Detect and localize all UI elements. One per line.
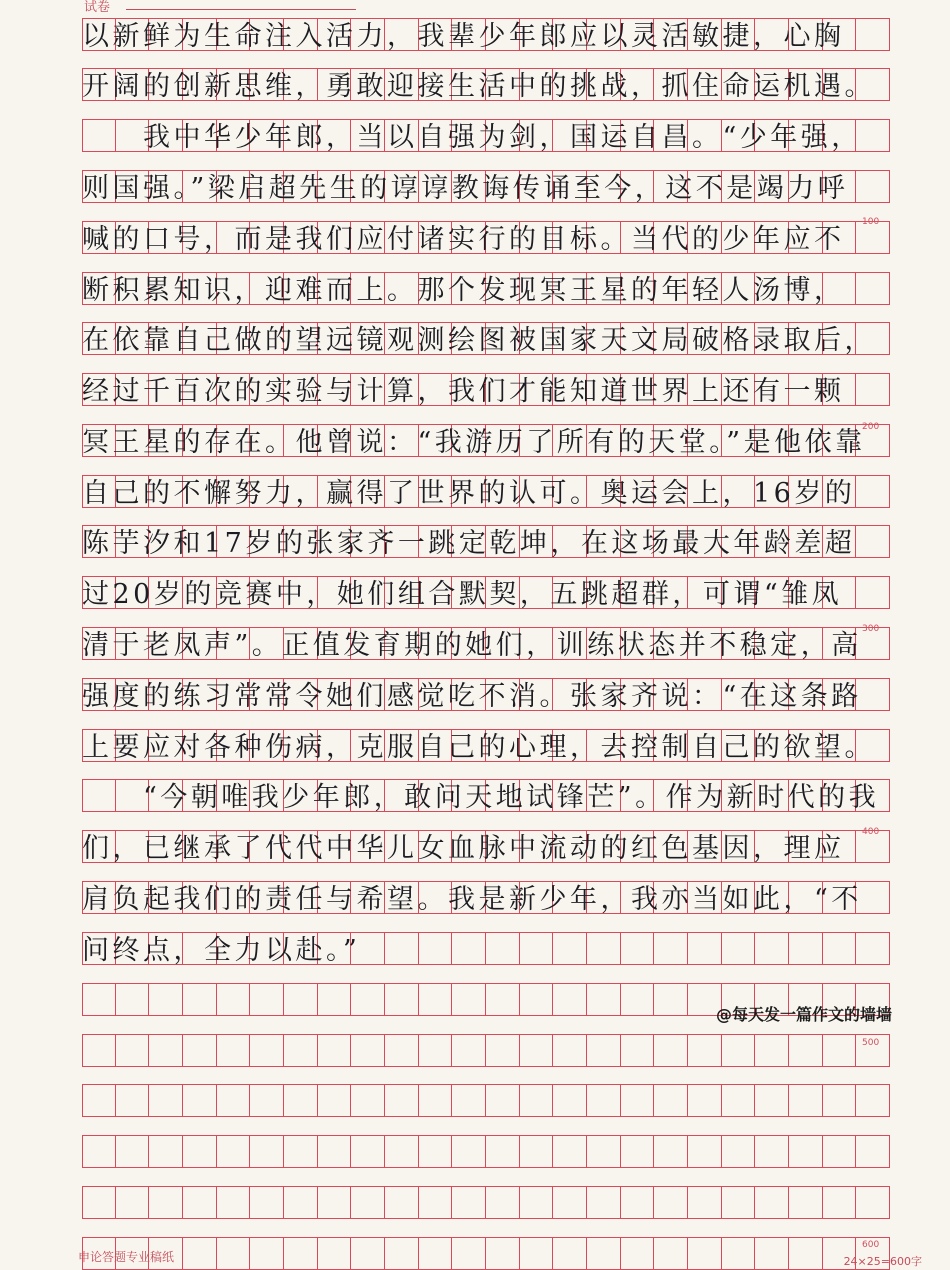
grid-cell — [856, 1186, 890, 1219]
essay-line: 则国强。”梁启超先生的谆谆教诲传诵至今，这不是竭力呼 — [82, 173, 849, 204]
grid-cell — [149, 1034, 183, 1067]
grid-row — [82, 576, 890, 609]
grid-cell — [149, 1186, 183, 1219]
grid-row — [82, 678, 890, 711]
grid-row — [82, 272, 890, 305]
essay-line: 肩负起我们的责任与希望。我是新少年，我亦当如此，“不 — [82, 884, 862, 915]
grid-row — [82, 322, 890, 355]
grid-cell — [654, 932, 688, 965]
grid-row — [82, 68, 890, 101]
grid-cell — [587, 932, 621, 965]
grid-cell — [856, 170, 890, 203]
grid-cell — [452, 1135, 486, 1168]
grid-cell — [318, 1034, 352, 1067]
grid-cell — [116, 983, 150, 1016]
grid-cell — [755, 1186, 789, 1219]
grid-cell — [284, 1135, 318, 1168]
grid-cell — [654, 1034, 688, 1067]
grid-cell — [654, 1237, 688, 1270]
grid-cell — [755, 1034, 789, 1067]
essay-line: 强度的练习常常令她们感觉吃不消。张家齐说：“在这条路 — [82, 681, 862, 712]
grid-cell — [587, 1135, 621, 1168]
grid-cell — [823, 932, 857, 965]
author-watermark: @每天发一篇作文的墙墙 — [715, 1005, 892, 1024]
grid-cell — [486, 983, 520, 1016]
grid-cell — [116, 1135, 150, 1168]
grid-cell — [284, 1034, 318, 1067]
grid-cell — [419, 1084, 453, 1117]
grid-cell — [856, 373, 890, 406]
grid-cell — [587, 1034, 621, 1067]
grid-cell — [789, 932, 823, 965]
grid-cell — [722, 1135, 756, 1168]
grid-cell — [621, 1135, 655, 1168]
grid-cell — [452, 983, 486, 1016]
grid-cell — [486, 932, 520, 965]
essay-line: 以新鲜为生命注入活力，我辈少年郎应以灵活敏捷，心胸 — [82, 21, 845, 52]
grid-cell — [385, 1237, 419, 1270]
grid-cell — [250, 1034, 284, 1067]
grid-cell — [385, 932, 419, 965]
grid-row — [82, 779, 890, 812]
grid-cell — [856, 475, 890, 508]
grid-cell — [82, 983, 116, 1016]
char-counter-500: 500 — [862, 1038, 880, 1048]
grid-cell — [553, 1135, 587, 1168]
grid-cell — [722, 1237, 756, 1270]
grid-cell — [688, 1237, 722, 1270]
grid-cell — [823, 1186, 857, 1219]
grid-cell — [856, 1135, 890, 1168]
header-rule — [126, 9, 356, 10]
grid-cell — [183, 1186, 217, 1219]
grid-cell — [856, 576, 890, 609]
grid-cell — [419, 1034, 453, 1067]
grid-cell — [520, 1034, 554, 1067]
grid-cell — [284, 983, 318, 1016]
grid-cell — [688, 1084, 722, 1117]
grid-cell — [520, 1084, 554, 1117]
grid-cell — [351, 1237, 385, 1270]
grid-cell — [654, 1084, 688, 1117]
grid-row — [82, 729, 890, 762]
grid-cell — [755, 1237, 789, 1270]
grid-cell — [654, 1135, 688, 1168]
essay-line: 经过千百次的实验与计算，我们才能知道世界上还有一颗 — [82, 376, 845, 407]
grid-cell — [688, 1135, 722, 1168]
grid-cell — [149, 1084, 183, 1117]
grid-cell — [856, 525, 890, 558]
grid-cell — [351, 1186, 385, 1219]
grid-cell — [452, 1034, 486, 1067]
grid-cell — [419, 1135, 453, 1168]
grid-cell — [823, 1084, 857, 1117]
grid-cell — [621, 983, 655, 1016]
grid-row — [82, 1186, 890, 1219]
grid-cell — [318, 983, 352, 1016]
grid-cell — [553, 1237, 587, 1270]
grid-cell — [789, 1237, 823, 1270]
grid-cell — [385, 1034, 419, 1067]
grid-cell — [318, 1186, 352, 1219]
grid-row — [82, 170, 890, 203]
grid-cell — [789, 1135, 823, 1168]
grid-cell — [351, 1084, 385, 1117]
grid-cell — [486, 1034, 520, 1067]
grid-row — [82, 1237, 890, 1270]
grid-cell — [755, 932, 789, 965]
grid-cell — [351, 983, 385, 1016]
grid-cell — [486, 1186, 520, 1219]
paper-capacity-label: 24×25=600字 — [843, 1255, 922, 1268]
grid-row — [82, 373, 890, 406]
grid-cell — [789, 1034, 823, 1067]
grid-cell — [621, 1034, 655, 1067]
grid-cell — [856, 18, 890, 51]
grid-cell — [183, 983, 217, 1016]
grid-cell — [318, 1135, 352, 1168]
grid-cell — [183, 1237, 217, 1270]
grid-cell — [587, 1237, 621, 1270]
grid-cell — [722, 932, 756, 965]
char-counter-100: 100 — [862, 217, 880, 227]
grid-cell — [419, 1237, 453, 1270]
grid-row — [82, 221, 890, 254]
grid-cell — [250, 1237, 284, 1270]
grid-cell — [553, 932, 587, 965]
grid-cell — [789, 1186, 823, 1219]
grid-cell — [419, 932, 453, 965]
grid-row — [82, 627, 890, 660]
grid-cell — [823, 1135, 857, 1168]
grid-cell — [587, 1186, 621, 1219]
grid-cell — [722, 1084, 756, 1117]
grid-cell — [217, 1034, 251, 1067]
grid-cell — [856, 1084, 890, 1117]
grid-cell — [149, 1135, 183, 1168]
grid-cell — [688, 1034, 722, 1067]
grid-cell — [250, 1084, 284, 1117]
essay-line: 们，已继承了代代中华儿女血脉中流动的红色基因，理应 — [82, 833, 845, 864]
grid-cell — [217, 1084, 251, 1117]
grid-cell — [284, 1186, 318, 1219]
grid-cell — [183, 1135, 217, 1168]
grid-cell — [116, 1034, 150, 1067]
grid-cell — [587, 1084, 621, 1117]
grid-cell — [789, 1084, 823, 1117]
grid-cell — [149, 983, 183, 1016]
grid-cell — [722, 1034, 756, 1067]
grid-cell — [553, 1034, 587, 1067]
grid-cell — [553, 1084, 587, 1117]
grid-row — [82, 1034, 890, 1067]
grid-row — [82, 932, 890, 965]
essay-line: 喊的口号，而是我们应付诸实行的目标。当代的少年应不 — [82, 224, 845, 255]
char-counter-200: 200 — [862, 422, 880, 432]
grid-cell — [385, 1084, 419, 1117]
essay-line: 问终点，全力以赴。” — [82, 935, 361, 966]
grid-row — [82, 18, 890, 51]
grid-cell — [553, 1186, 587, 1219]
grid-cell — [82, 1034, 116, 1067]
char-counter-400: 400 — [862, 827, 880, 837]
grid-row — [82, 1135, 890, 1168]
grid-cell — [116, 1186, 150, 1219]
grid-cell — [82, 1084, 116, 1117]
grid-row — [82, 830, 890, 863]
grid-cell — [688, 1186, 722, 1219]
grid-cell — [217, 1135, 251, 1168]
grid-cell — [621, 932, 655, 965]
grid-row — [82, 1084, 890, 1117]
grid-cell — [520, 1135, 554, 1168]
grid-cell — [722, 1186, 756, 1219]
grid-cell — [520, 1186, 554, 1219]
grid-cell — [452, 932, 486, 965]
grid-cell — [452, 1186, 486, 1219]
grid-row — [82, 881, 890, 914]
essay-line: 在依靠自己做的望远镜观测绘图被国家天文局破格录取后， — [82, 325, 875, 356]
grid-row — [82, 119, 890, 152]
grid-cell — [385, 1186, 419, 1219]
grid-cell — [250, 983, 284, 1016]
grid-cell — [284, 1084, 318, 1117]
grid-cell — [621, 1186, 655, 1219]
essay-line: “今朝唯我少年郎，敢问天地试锋芒”。作为新时代的我 — [82, 782, 880, 813]
grid-cell — [183, 1034, 217, 1067]
grid-cell — [250, 1186, 284, 1219]
grid-cell — [217, 983, 251, 1016]
grid-cell — [621, 1084, 655, 1117]
essay-line: 我中华少年郎，当以自强为剑，国运自昌。“少年强， — [82, 122, 862, 153]
essay-line: 开阔的创新思维，勇敢迎接生活中的挑战，抓住命运机遇。 — [82, 71, 875, 102]
essay-line: 过20岁的竞赛中，她们组合默契，五跳超群，可谓“雏凤 — [82, 579, 843, 610]
grid-row — [82, 475, 890, 508]
grid-cell — [486, 1237, 520, 1270]
essay-line: 清于老凤声”。正值发育期的她们，训练状态并不稳定，高 — [82, 630, 862, 661]
grid-cell — [856, 272, 890, 305]
essay-line: 自己的不懈努力，赢得了世界的认可。奥运会上，16岁的 — [82, 478, 856, 509]
grid-cell — [621, 1237, 655, 1270]
grid-cell — [856, 932, 890, 965]
grid-cell — [217, 1237, 251, 1270]
grid-cell — [351, 1135, 385, 1168]
grid-cell — [217, 1186, 251, 1219]
grid-cell — [486, 1135, 520, 1168]
grid-cell — [553, 983, 587, 1016]
grid-cell — [318, 1084, 352, 1117]
paper-brand-label: 申论答题专业稿纸 — [78, 1250, 175, 1264]
grid-cell — [116, 1084, 150, 1117]
grid-cell — [385, 1135, 419, 1168]
sheet-header-label: 试卷 — [84, 0, 111, 15]
grid-cell — [452, 1237, 486, 1270]
grid-cell — [520, 932, 554, 965]
grid-cell — [654, 1186, 688, 1219]
grid-cell — [520, 983, 554, 1016]
grid-cell — [385, 983, 419, 1016]
essay-line: 断积累知识，迎难而上。那个发现冥王星的年轻人汤博， — [82, 275, 845, 306]
grid-cell — [755, 1135, 789, 1168]
grid-cell — [452, 1084, 486, 1117]
essay-line: 陈芋汐和17岁的张家齐一跳定乾坤，在这场最大年龄差超 — [82, 528, 856, 559]
grid-row — [82, 525, 890, 558]
grid-cell — [486, 1084, 520, 1117]
grid-cell — [318, 1237, 352, 1270]
grid-row — [82, 424, 890, 457]
char-counter-600: 600 — [862, 1240, 880, 1250]
grid-cell — [82, 1135, 116, 1168]
grid-cell — [520, 1237, 554, 1270]
grid-cell — [82, 1186, 116, 1219]
grid-cell — [419, 983, 453, 1016]
grid-cell — [419, 1186, 453, 1219]
grid-cell — [755, 1084, 789, 1117]
grid-cell — [587, 983, 621, 1016]
essay-line: 冥王星的存在。他曾说：“我游历了所有的天堂。”是他依靠 — [82, 427, 866, 458]
essay-line: 上要应对各种伤病，克服自己的心理，去控制自己的欲望。 — [82, 732, 875, 763]
char-counter-300: 300 — [862, 624, 880, 634]
grid-cell — [183, 1084, 217, 1117]
grid-cell — [823, 1034, 857, 1067]
grid-cell — [351, 1034, 385, 1067]
grid-cell — [688, 932, 722, 965]
grid-cell — [284, 1237, 318, 1270]
grid-cell — [250, 1135, 284, 1168]
grid-cell — [654, 983, 688, 1016]
